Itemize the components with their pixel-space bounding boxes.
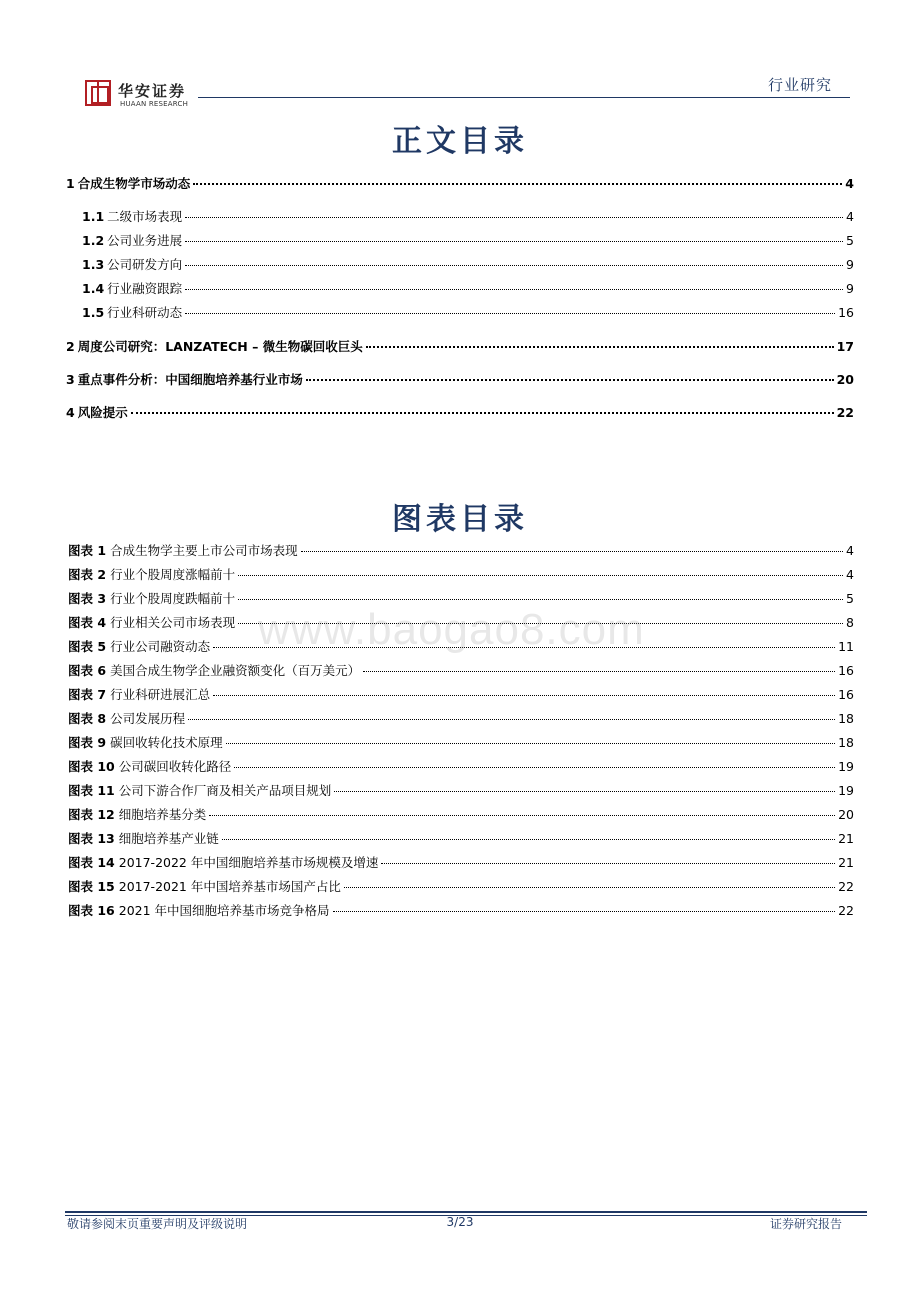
figure-entry-text: 行业科研进展汇总 bbox=[110, 687, 211, 702]
figure-entry[interactable] bbox=[68, 757, 854, 775]
dot-leader bbox=[333, 911, 836, 912]
logo-text: 华安证券 bbox=[118, 82, 187, 100]
figure-entry-label: 图表 2 bbox=[68, 567, 107, 582]
figure-entry[interactable] bbox=[68, 805, 854, 823]
figure-entry-page: 4 bbox=[846, 543, 854, 558]
figure-entry-label: 图表 15 bbox=[68, 879, 115, 894]
figure-entry-text: 美国合成生物学企业融资额变化（百万美元） bbox=[110, 663, 361, 678]
dot-leader bbox=[381, 863, 835, 864]
toc-entry-text: 行业融资跟踪 bbox=[107, 281, 183, 296]
toc-entry-page: 17 bbox=[836, 339, 854, 354]
footer-divider bbox=[65, 1211, 867, 1213]
dot-leader bbox=[334, 791, 835, 792]
figure-entry[interactable] bbox=[68, 829, 854, 847]
figure-entry-text: 行业相关公司市场表现 bbox=[110, 615, 236, 630]
figure-entry-label: 图表 1 bbox=[68, 543, 107, 558]
dot-leader bbox=[185, 241, 843, 242]
toc-entry-text: 重点事件分析：中国细胞培养基行业市场 bbox=[77, 372, 303, 387]
toc-entry-text: 公司业务进展 bbox=[107, 233, 183, 248]
toc-entry[interactable] bbox=[82, 279, 854, 297]
toc-entry-number: 1.3 bbox=[82, 257, 105, 272]
toc-entry[interactable] bbox=[82, 255, 854, 273]
report-category: 行业研究 bbox=[767, 76, 832, 94]
figure-entry-text: 合成生物学主要上市公司市场表现 bbox=[110, 543, 298, 558]
toc-entry-page: 16 bbox=[838, 305, 854, 320]
dot-leader bbox=[193, 183, 842, 185]
figure-entry-page: 20 bbox=[838, 807, 854, 822]
toc-entry-page: 9 bbox=[846, 281, 854, 296]
figure-entry-label: 图表 3 bbox=[68, 591, 107, 606]
toc-entry-text: 周度公司研究：LANZATECH – 微生物碳回收巨头 bbox=[77, 339, 363, 354]
toc-entry-page: 20 bbox=[836, 372, 854, 387]
toc-entry-page: 5 bbox=[846, 233, 854, 248]
dot-leader bbox=[226, 743, 836, 744]
dot-leader bbox=[213, 695, 835, 696]
figure-entry-page: 21 bbox=[838, 855, 854, 870]
dot-leader bbox=[185, 217, 843, 218]
dot-leader bbox=[234, 767, 835, 768]
figure-entry-page: 16 bbox=[838, 663, 854, 678]
toc-entry[interactable] bbox=[66, 174, 854, 192]
toc-entry-text: 二级市场表现 bbox=[107, 209, 183, 224]
figure-entry-label: 图表 7 bbox=[68, 687, 107, 702]
figure-entry-text: 2017-2021 年中国培养基市场国产占比 bbox=[118, 879, 341, 894]
toc-entry[interactable] bbox=[66, 403, 854, 421]
figure-entry[interactable] bbox=[68, 853, 854, 871]
dot-leader bbox=[238, 575, 843, 576]
figure-entry-text: 行业公司融资动态 bbox=[110, 639, 211, 654]
toc-entry[interactable] bbox=[82, 303, 854, 321]
dot-leader bbox=[238, 599, 843, 600]
figure-entry[interactable] bbox=[68, 901, 854, 919]
dot-leader bbox=[222, 839, 835, 840]
figure-entry-text: 2021 年中国细胞培养基市场竞争格局 bbox=[118, 903, 330, 918]
figure-entry-page: 5 bbox=[846, 591, 854, 606]
figure-entry-page: 21 bbox=[838, 831, 854, 846]
figure-entry-text: 公司碳回收转化路径 bbox=[118, 759, 232, 774]
toc-entry-number: 1.2 bbox=[82, 233, 105, 248]
figure-entry-label: 图表 13 bbox=[68, 831, 115, 846]
figure-entry-page: 19 bbox=[838, 783, 854, 798]
figure-entry[interactable] bbox=[68, 781, 854, 799]
dot-leader bbox=[185, 289, 843, 290]
figure-entry-label: 图表 6 bbox=[68, 663, 107, 678]
toc-entry-number: 1.5 bbox=[82, 305, 105, 320]
figure-entry-label: 图表 16 bbox=[68, 903, 115, 918]
figure-entry-text: 公司下游合作厂商及相关产品项目规划 bbox=[118, 783, 332, 798]
footer-disclaimer: 敬请参阅末页重要声明及评级说明 bbox=[67, 1217, 248, 1231]
toc-entry-number: 1.1 bbox=[82, 209, 105, 224]
figure-entry-label: 图表 5 bbox=[68, 639, 107, 654]
figure-entry-page: 11 bbox=[838, 639, 854, 654]
logo-subtext: HUAAN RESEARCH bbox=[120, 100, 189, 108]
toc-entry[interactable] bbox=[66, 370, 854, 388]
figure-entry-label: 图表 4 bbox=[68, 615, 107, 630]
figure-entry-label: 图表 14 bbox=[68, 855, 115, 870]
toc-entry-number: 4 bbox=[66, 405, 75, 420]
dot-leader bbox=[188, 719, 835, 720]
toc-entry-number: 2 bbox=[66, 339, 75, 354]
dot-leader bbox=[306, 379, 834, 381]
figure-entry-text: 碳回收转化技术原理 bbox=[110, 735, 223, 750]
figure-entry-page: 4 bbox=[846, 567, 854, 582]
dot-leader bbox=[131, 412, 834, 414]
figure-entry-page: 19 bbox=[838, 759, 854, 774]
figure-entry-page: 8 bbox=[846, 615, 854, 630]
toc-entry[interactable] bbox=[82, 231, 854, 249]
toc-entry-number: 1 bbox=[66, 176, 75, 191]
dot-leader bbox=[185, 313, 835, 314]
toc-entry-number: 1.4 bbox=[82, 281, 105, 296]
toc-entry-page: 4 bbox=[845, 176, 854, 191]
figure-entry-label: 图表 10 bbox=[68, 759, 115, 774]
dot-leader bbox=[301, 551, 843, 552]
figure-entry[interactable] bbox=[68, 541, 854, 559]
figure-entry-text: 行业个股周度跌幅前十 bbox=[110, 591, 236, 606]
figures-title: 图表目录 bbox=[392, 502, 528, 537]
figure-entry-label: 图表 11 bbox=[68, 783, 115, 798]
footer-report-type: 证券研究报告 bbox=[769, 1217, 842, 1231]
figure-entry-text: 细胞培养基产业链 bbox=[118, 831, 219, 846]
figure-entry-text: 行业个股周度涨幅前十 bbox=[110, 567, 236, 582]
toc-entry-number: 3 bbox=[66, 372, 75, 387]
dot-leader bbox=[366, 346, 834, 348]
figure-entry[interactable] bbox=[68, 661, 854, 679]
figure-entry[interactable] bbox=[68, 709, 854, 727]
figure-entry-text: 公司发展历程 bbox=[110, 711, 186, 726]
figure-entry-page: 18 bbox=[838, 711, 854, 726]
figure-entry-page: 22 bbox=[838, 879, 854, 894]
figure-entry-page: 22 bbox=[838, 903, 854, 918]
dot-leader bbox=[363, 671, 835, 672]
page-number: 3/23 bbox=[446, 1215, 474, 1229]
header-divider bbox=[198, 97, 850, 98]
dot-leader bbox=[209, 815, 835, 816]
figure-entry-label: 图表 8 bbox=[68, 711, 107, 726]
toc-entry-text: 行业科研动态 bbox=[107, 305, 183, 320]
toc-entry[interactable] bbox=[66, 337, 854, 355]
figure-entry-page: 18 bbox=[838, 735, 854, 750]
figure-entry[interactable] bbox=[68, 877, 854, 895]
toc-entry[interactable] bbox=[82, 207, 854, 225]
figure-entry[interactable] bbox=[68, 565, 854, 583]
dot-leader bbox=[344, 887, 835, 888]
dot-leader bbox=[185, 265, 843, 266]
figure-entry-text: 细胞培养基分类 bbox=[118, 807, 207, 822]
figure-entry-label: 图表 12 bbox=[68, 807, 115, 822]
figure-entry-label: 图表 9 bbox=[68, 735, 107, 750]
figure-entry[interactable] bbox=[68, 685, 854, 703]
toc-entry-text: 风险提示 bbox=[77, 405, 128, 420]
toc-entry-page: 22 bbox=[836, 405, 854, 420]
toc-entry-page: 4 bbox=[846, 209, 854, 224]
toc-entry-text: 公司研发方向 bbox=[107, 257, 183, 272]
watermark: www.baogao8.com bbox=[258, 605, 645, 654]
figure-entry[interactable] bbox=[68, 733, 854, 751]
toc-entry-text: 合成生物学市场动态 bbox=[77, 176, 191, 191]
logo-icon bbox=[85, 80, 111, 106]
figure-entry-page: 16 bbox=[838, 687, 854, 702]
toc-title: 正文目录 bbox=[392, 124, 528, 159]
toc-entry-page: 9 bbox=[846, 257, 854, 272]
figure-entry-text: 2017-2022 年中国细胞培养基市场规模及增速 bbox=[118, 855, 379, 870]
